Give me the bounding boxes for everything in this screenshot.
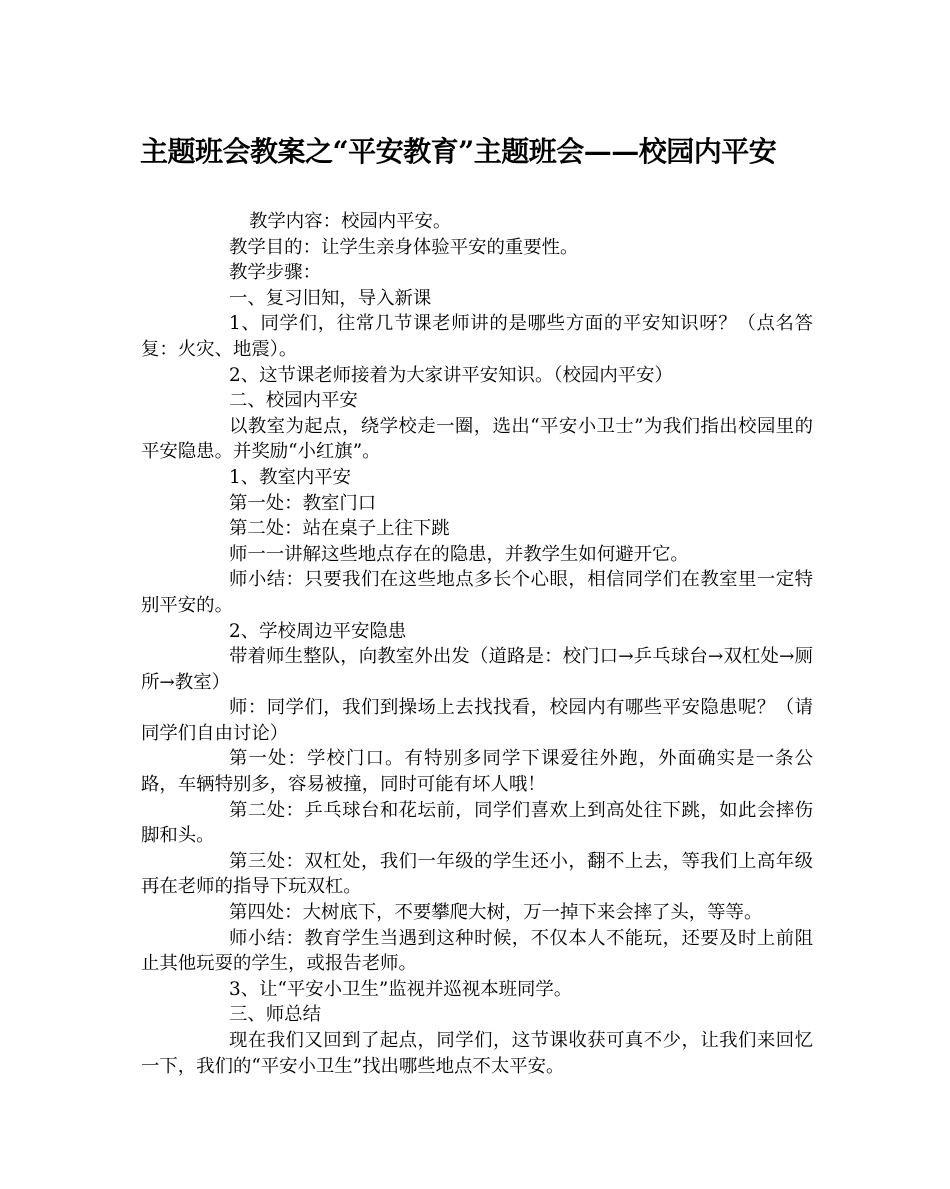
paragraph: 第三处：双杠处，我们一年级的学生还小，翻不上去，等我们上高年级再在老师的指导下玩双杠。 xyxy=(141,850,813,898)
paragraph: 师小结：教育学生当遇到这种时候，不仅本人不能玩，还要及时上前阻止其他玩耍的学生，或报告老师。 xyxy=(141,927,813,975)
paragraph: 师：同学们，我们到操场上去找找看，校园内有哪些平安隐患呢？（请同学们自由讨论） xyxy=(141,697,813,744)
paragraph: 第二处：乒乓球台和花坛前，同学们喜欢上到高处往下跳，如此会摔伤脚和头。 xyxy=(141,799,813,847)
paragraph: 1、同学们，往常几节课老师讲的是哪些方面的平安知识呀？（点名答复：火灾、地震）。 xyxy=(141,313,813,360)
subsection-heading-school-surroundings: 2、学校周边平安隐患 xyxy=(229,620,407,642)
paragraph-teaching-content: 教学内容：校园内平安。 xyxy=(249,211,452,232)
document-body xyxy=(141,209,813,1079)
paragraph: 现在我们又回到了起点，同学们，这节课收获可真不少，让我们来回忆一下，我们的“平安小卫生”找出哪些地点不太平安。 xyxy=(141,1030,813,1077)
paragraph: 第一处：学校门口。有特别多同学下课爱往外跑，外面确实是一条公路，车辆特别多，容易被撞，同时可能有坏人哦！ xyxy=(141,748,813,796)
paragraph-teaching-steps: 教学步骤： xyxy=(229,262,321,284)
paragraph-teaching-goal: 教学目的：让学生亲身体验平安的重要性。 xyxy=(229,236,579,258)
paragraph: 带着师生整队，向教室外出发（道路是：校门口→乒乓球台→双杠处→厕所→教室） xyxy=(141,646,813,693)
section-heading-campus-safety: 二、校园内平安 xyxy=(229,390,358,412)
paragraph: 第四处：大树底下，不要攀爬大树，万一掉下来会摔了头，等等。 xyxy=(229,902,763,924)
paragraph: 第二处：站在桌子上往下跳 xyxy=(229,518,450,540)
document-title: 主题班会教案之“平安教育”主题班会——校园内平安 xyxy=(140,135,777,168)
section-heading-review: 一、复习旧知，导入新课 xyxy=(229,287,432,309)
section-heading-summary: 三、师总结 xyxy=(229,1004,321,1026)
paragraph: 2、这节课老师接着为大家讲平安知识。（校园内平安） xyxy=(229,364,673,386)
subsection-heading-classroom: 1、教室内平安 xyxy=(229,466,352,488)
paragraph: 师小结：只要我们在这些地点多长个心眼，相信同学们在教室里一定特别平安的。 xyxy=(141,569,813,616)
paragraph: 以教室为起点，绕学校走一圈，选出“平安小卫士”为我们指出校园里的平安隐患。并奖励“小红旗”。 xyxy=(141,415,813,463)
paragraph: 师一一讲解这些地点存在的隐患，并教学生如何避开它。 xyxy=(229,543,689,565)
paragraph: 3、让“平安小卫生”监视并巡视本班同学。 xyxy=(229,978,573,1000)
paragraph: 第一处：教室门口 xyxy=(229,492,377,514)
